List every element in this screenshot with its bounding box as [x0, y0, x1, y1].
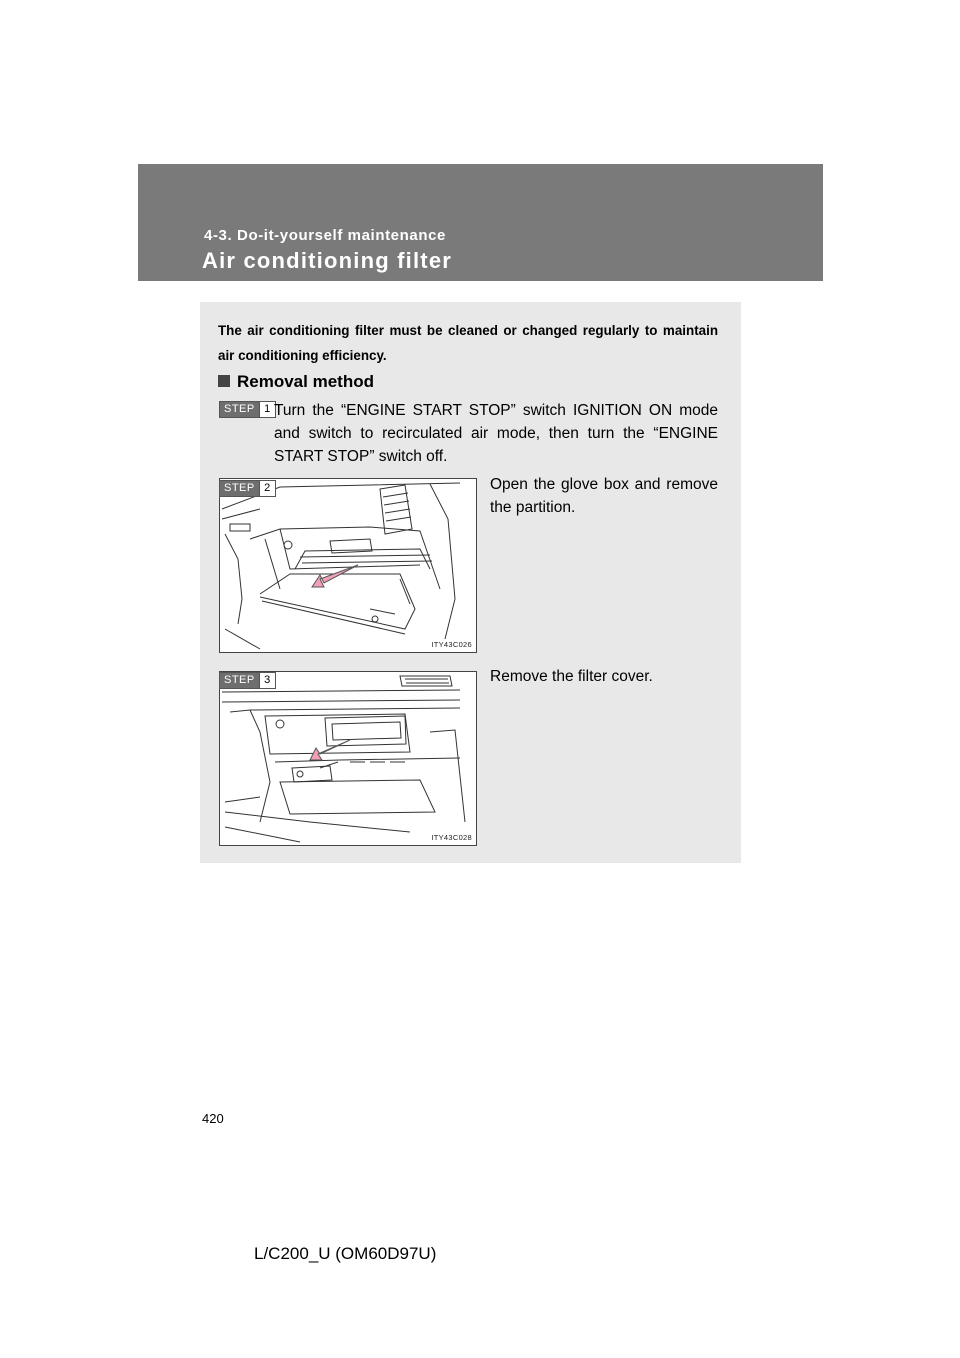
step-3-illustration	[219, 671, 477, 846]
step-1-badge	[219, 401, 276, 418]
glove-box-open-drawing	[220, 479, 476, 652]
content-panel	[200, 302, 741, 863]
filter-cover-drawing	[220, 672, 476, 845]
step-1-text: Turn the “ENGINE START STOP” switch IGNITION ON mode and switch to recirculated air mode, then turn the “ENGINE START STOP” switch off.	[274, 402, 718, 465]
figure-code: ITY43C028	[431, 833, 472, 842]
page-title: Air conditioning filter	[202, 248, 453, 273]
step-3-badge	[219, 672, 276, 689]
step-label: STEP	[220, 481, 259, 496]
figure-code: ITY43C026	[431, 640, 472, 649]
subheading-label: Removal method	[237, 372, 374, 391]
step-2-badge	[219, 480, 276, 497]
header-band	[138, 164, 823, 281]
step-number: 3	[259, 673, 275, 688]
footer-code: L/C200_U (OM60D97U)	[254, 1244, 437, 1263]
square-bullet-icon	[218, 375, 230, 387]
step-3-text: Remove the filter cover.	[490, 668, 653, 685]
step-number: 1	[259, 402, 275, 417]
step-number: 2	[259, 481, 275, 496]
step-label: STEP	[220, 673, 259, 688]
step-label: STEP	[220, 402, 259, 417]
page-number: 420	[202, 1111, 224, 1126]
step-2-text: Open the glove box and remove the partition.	[490, 476, 718, 516]
intro-text: The air conditioning filter must be cleaned or changed regularly to maintain air conditioning efficiency.	[218, 323, 718, 363]
removal-method-heading	[218, 372, 374, 392]
arrow-icon	[310, 740, 350, 760]
section-title: 4-3. Do-it-yourself maintenance	[204, 227, 446, 244]
step-2-illustration	[219, 478, 477, 653]
